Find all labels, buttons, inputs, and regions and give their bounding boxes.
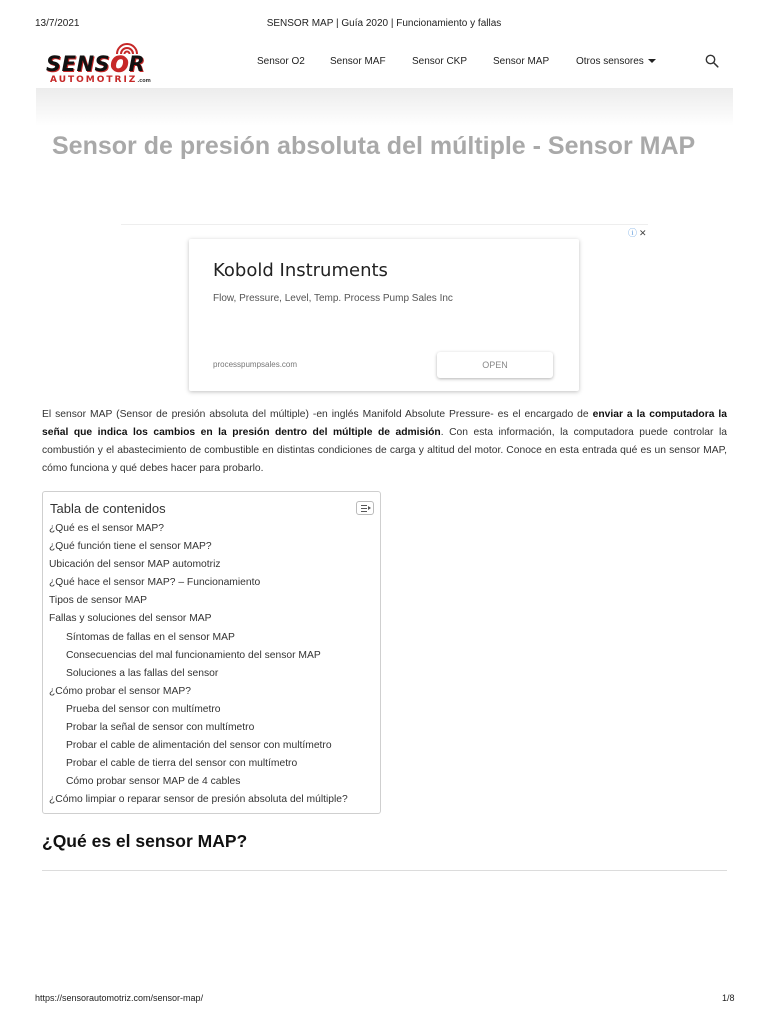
table-of-contents — [42, 491, 381, 814]
ad-description: Flow, Pressure, Level, Temp. Process Pump Sales Inc — [213, 293, 453, 304]
section-heading: ¿Qué es el sensor MAP? — [42, 831, 248, 851]
toc-item[interactable]: Tipos de sensor MAP — [49, 595, 148, 607]
nav-item-sensor-ckp[interactable]: Sensor CKP — [412, 56, 468, 67]
toc-item[interactable]: Consecuencias del mal funcionamiento del sensor MAP — [66, 649, 321, 661]
toc-title: Tabla de contenidos — [50, 501, 166, 516]
toc-item[interactable]: Ubicación del sensor MAP automotriz — [49, 559, 221, 571]
page-title: Sensor de presión absoluta del múltiple - Sensor MAP — [52, 132, 696, 160]
toc-toggle-icon[interactable] — [356, 501, 374, 515]
logo-subtitle: AUTOMOTRIZ.com — [50, 75, 151, 85]
ad-open-button[interactable]: OPEN — [437, 352, 553, 378]
nav-dropdown-label: Otros sensores — [576, 56, 644, 67]
ad-url[interactable]: processpumpsales.com — [213, 360, 298, 369]
site-logo[interactable] — [46, 40, 176, 88]
logo-wordmark: SENSOR — [46, 52, 146, 76]
toc-item[interactable]: Fallas y soluciones del sensor MAP — [49, 613, 212, 625]
toc-list — [49, 520, 379, 810]
toc-item[interactable]: Probar el cable de tierra del sensor con multímetro — [66, 758, 298, 770]
toc-item[interactable]: ¿Cómo limpiar o reparar sensor de presión absoluta del múltiple? — [49, 794, 348, 806]
header-shadow — [36, 88, 733, 126]
nav-item-sensor-map[interactable]: Sensor MAP — [493, 56, 550, 67]
intro-bold-text: enviar a la computadora la señal que indica los cambios en la presión dentro del múltiple de admisión — [42, 409, 728, 438]
toc-item[interactable]: Probar el cable de alimentación del sensor con multímetro — [66, 740, 332, 752]
nav-item-sensor-maf[interactable]: Sensor MAF — [330, 56, 386, 67]
ad-close-icon[interactable]: ✕ — [639, 228, 647, 238]
toc-item[interactable]: ¿Qué hace el sensor MAP? – Funcionamiento — [49, 577, 261, 589]
ad-card[interactable] — [189, 239, 579, 391]
adchoices-info-icon[interactable]: ⓘ — [628, 228, 638, 238]
toc-item[interactable]: Síntomas de fallas en el sensor MAP — [66, 631, 235, 643]
nav-dropdown-otros-sensores[interactable] — [576, 56, 656, 67]
print-page-number: 1/8 — [722, 993, 735, 1003]
toc-item[interactable]: Soluciones a las fallas del sensor — [66, 667, 219, 679]
toc-item[interactable]: Prueba del sensor con multímetro — [66, 703, 221, 715]
toc-item[interactable]: ¿Qué función tiene el sensor MAP? — [49, 541, 212, 553]
toc-item[interactable]: ¿Cómo probar el sensor MAP? — [49, 685, 191, 697]
toc-item[interactable]: Probar la señal de sensor con multímetro — [66, 722, 255, 734]
print-date: 13/7/2021 — [35, 18, 80, 29]
print-url: https://sensorautomotriz.com/sensor-map/ — [35, 993, 204, 1003]
print-document-title: SENSOR MAP | Guía 2020 | Funcionamiento y fallas — [266, 18, 502, 29]
ad-title[interactable]: Kobold Instruments — [213, 260, 388, 281]
adchoices[interactable] — [628, 226, 647, 239]
caret-down-icon — [648, 59, 656, 63]
site-header — [36, 38, 733, 90]
section-divider — [42, 870, 727, 871]
toc-item[interactable]: Cómo probar sensor MAP de 4 cables — [66, 776, 241, 788]
toc-item[interactable]: ¿Qué es el sensor MAP? — [49, 523, 165, 534]
intro-paragraph: El sensor MAP (Sensor de presión absoluta del múltiple) -en inglés Manifold Absolute Pressure- es el encargado de enviar a la computadora la señal que indica los cambios en la presión dentro del múltiple de admisión. Con esta información, la computadora puede controlar la combustión y el abastecimiento de combustible en distintas condiciones de carga y altitud del motor. Conoce en esta entrada qué es un sensor MAP, cómo funciona y qué debes hacer para probarlo. — [42, 409, 728, 474]
search-icon[interactable] — [705, 54, 719, 68]
nav-item-sensor-o2[interactable]: Sensor O2 — [257, 56, 305, 67]
